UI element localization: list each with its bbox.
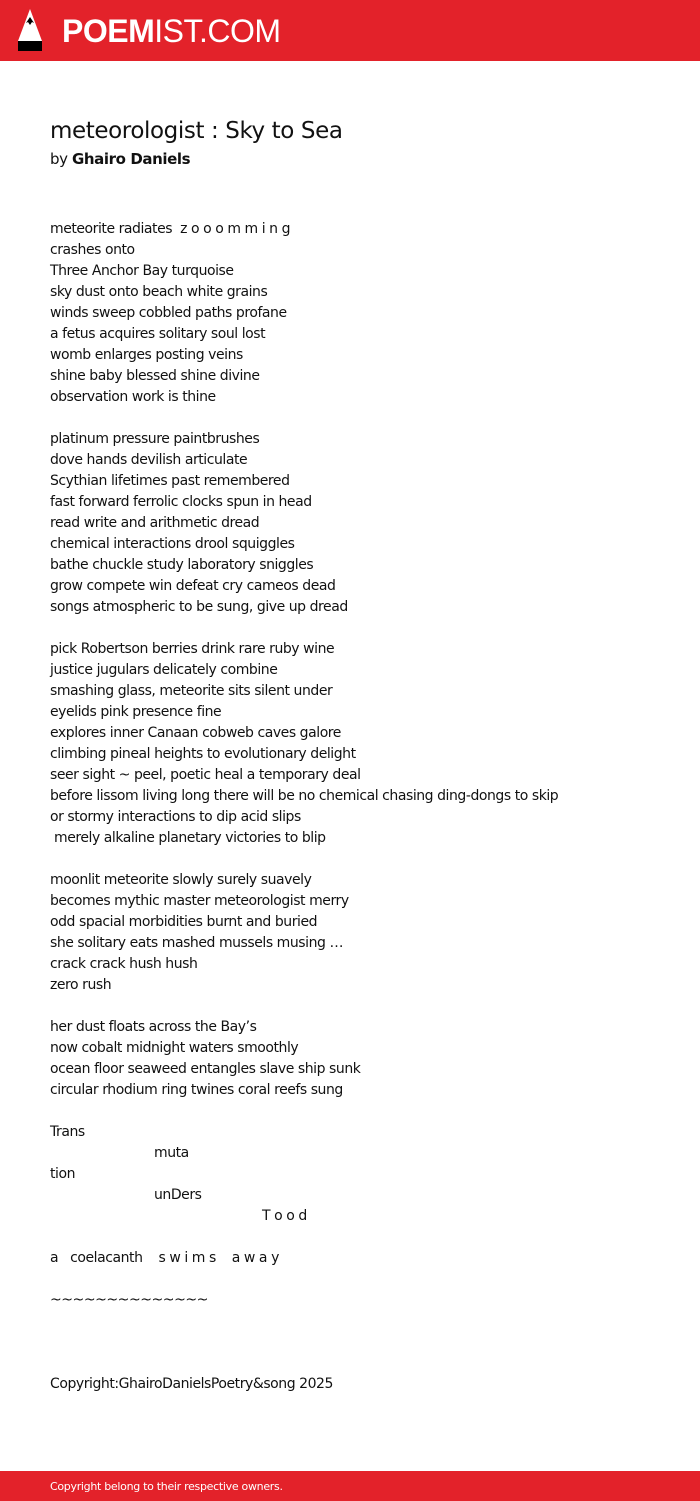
poem-line: crack crack hush hush	[50, 956, 198, 972]
poem-line: observation work is thine	[50, 389, 216, 405]
poem-line: moonlit meteorite slowly surely suavely	[50, 872, 312, 888]
poem-line: eyelids pink presence fine	[50, 704, 222, 720]
poem-line: climbing pineal heights to evolutionary delight	[50, 746, 356, 762]
poem-line: ~~~~~~~~~~~~~~	[50, 1292, 208, 1308]
poem-line: read write and arithmetic dread	[50, 515, 260, 531]
poem-line: before lissom living long there will be no chemical chasing ding-dongs to skip	[50, 788, 559, 804]
poem-line: explores inner Canaan cobweb caves galore	[50, 725, 341, 741]
byline	[50, 149, 190, 169]
poem-line: winds sweep cobbled paths profane	[50, 305, 287, 321]
poem-line: zero rush	[50, 977, 112, 993]
stanza-break	[50, 1227, 560, 1248]
stanza-break	[50, 1101, 560, 1122]
poem-line: womb enlarges posting veins	[50, 347, 243, 363]
poem-line: her dust floats across the Bay’s	[50, 1019, 257, 1035]
footer-copyright: Copyright belong to their respective owners.	[50, 1480, 283, 1493]
poem-line: ocean floor seaweed entangles slave ship sunk	[50, 1061, 361, 1077]
poem-line: a fetus acquires solitary soul lost	[50, 326, 266, 342]
poem-line: or stormy interactions to dip acid slips	[50, 809, 301, 825]
stanza-break	[50, 996, 560, 1017]
poem-line: bathe chuckle study laboratory sniggles	[50, 557, 314, 573]
poem-line: becomes mythic master meteorologist merry	[50, 893, 349, 909]
poem-line: platinum pressure paintbrushes	[50, 431, 260, 447]
poem-line: unDers	[50, 1187, 202, 1203]
poem-line: pick Robertson berries drink rare ruby wine	[50, 641, 335, 657]
poem-line: Trans	[50, 1124, 85, 1140]
poem-line: Three Anchor Bay turquoise	[50, 263, 234, 279]
poem-line: Scythian lifetimes past remembered	[50, 473, 290, 489]
poem-line: now cobalt midnight waters smoothly	[50, 1040, 299, 1056]
poem-line: merely alkaline planetary victories to blip	[50, 830, 326, 846]
poem-line: justice jugulars delicately combine	[50, 662, 278, 678]
site-logo[interactable]	[62, 11, 281, 51]
stanza-break	[50, 408, 560, 429]
poem-body	[50, 219, 560, 1311]
poem-line: tion	[50, 1166, 76, 1182]
poem-line: chemical interactions drool squiggles	[50, 536, 295, 552]
logo-text-light: IST.COM	[154, 13, 281, 49]
site-header	[0, 0, 700, 61]
poem-line: a coelacanth s w i m s a w a y	[50, 1250, 279, 1266]
poem-line: songs atmospheric to be sung, give up dread	[50, 599, 348, 615]
stanza-break	[50, 618, 560, 639]
poem-line: meteorite radiates z o o o m m i n g	[50, 221, 291, 237]
poem-title: meteorologist : Sky to Sea	[50, 118, 343, 144]
poem-line: grow compete win defeat cry cameos dead	[50, 578, 336, 594]
stanza-break	[50, 849, 560, 870]
poem-line: shine baby blessed shine divine	[50, 368, 260, 384]
site-footer	[0, 1471, 700, 1501]
poem-line: seer sight ~ peel, poetic heal a temporary deal	[50, 767, 361, 783]
author-name[interactable]: Ghairo Daniels	[71, 150, 191, 168]
logo-text-strong: POEM	[62, 13, 155, 49]
stanza-break	[50, 1269, 560, 1290]
poem-copyright-note: Copyright:GhairoDanielsPoetry&song 2025	[50, 1376, 333, 1392]
poem-line: circular rhodium ring twines coral reefs sung	[50, 1082, 343, 1098]
byline-prefix: by	[50, 150, 68, 168]
poem-line: she solitary eats mashed mussels musing …	[50, 935, 343, 951]
poem-line: dove hands devilish articulate	[50, 452, 248, 468]
poem-line: sky dust onto beach white grains	[50, 284, 268, 300]
pencil-tip-icon[interactable]	[17, 9, 43, 53]
poem-line: muta	[50, 1145, 189, 1161]
poem-line: smashing glass, meteorite sits silent under	[50, 683, 333, 699]
poem-line: T o o d	[50, 1208, 307, 1224]
poem-line: odd spacial morbidities burnt and buried	[50, 914, 318, 930]
poem-line: fast forward ferrolic clocks spun in head	[50, 494, 312, 510]
poem-line: crashes onto	[50, 242, 135, 258]
